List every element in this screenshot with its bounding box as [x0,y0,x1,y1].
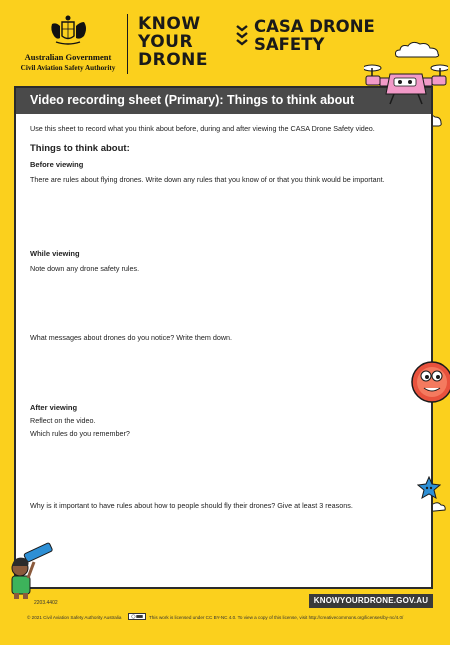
drone-illustration-icon [364,56,448,108]
logo-line-your: YOUR [138,32,194,52]
know-your-drone-logo [138,15,238,69]
website-url[interactable]: KNOWYOURDRONE.GOV.AU [313,596,429,605]
chevron-down-icon [236,24,248,46]
website-banner [309,594,433,608]
creative-commons-badge-icon [128,613,146,620]
after-viewing-heading: After viewing [30,403,78,412]
star-character-icon [417,476,441,500]
copyright-text: © 2021 Civil Aviation Safety Authority Australia [27,615,122,620]
logo-line-know: KNOW [138,14,201,34]
license-text[interactable]: This work is licensed under CC BY-NC 4.0. To view a copy of this license, visit http://creativecommons.org/licenses/by-nc/4.0/ [149,615,404,620]
panel-title: Video recording sheet (Primary): Things to think about [30,93,355,107]
before-viewing-heading: Before viewing [30,160,84,169]
casa-line-1: CASA DRONE [254,17,375,36]
reference-code: 2203.4402 [34,600,58,606]
messages-prompt: What messages about drones do you notice? Write them down. [30,333,233,342]
while-viewing-prompt: Note down any drone safety rules. [30,264,140,273]
casa-line-2: SAFETY [254,35,325,54]
while-viewing-heading: While viewing [30,249,80,258]
government-name: Australian Government [24,52,112,62]
logo-line-drone: DRONE [138,50,208,70]
before-viewing-prompt: There are rules about flying drones. Write down any rules that you know of or that you think would be important. [30,175,385,184]
child-with-telescope-illustration [4,542,54,600]
things-heading: Things to think about: [30,143,130,154]
agency-name: Civil Aviation Safety Authority [20,64,116,72]
intro-text: Use this sheet to record what you think about before, during and after viewing the CASA Drone Safety video. [30,124,375,133]
government-logo [14,14,122,74]
why-rules-prompt: Why is it important to have rules about how to people should fly their drones? Give at least 3 reasons. [30,501,353,510]
after-viewing-prompt-rules: Which rules do you remember? [30,429,130,438]
worksheet-panel [14,86,433,589]
character-face-icon [408,358,450,406]
after-viewing-prompt-reflect: Reflect on the video. [30,416,96,425]
casa-drone-safety-logo [254,18,375,54]
coat-of-arms-icon [48,14,88,48]
header-divider [127,14,128,74]
